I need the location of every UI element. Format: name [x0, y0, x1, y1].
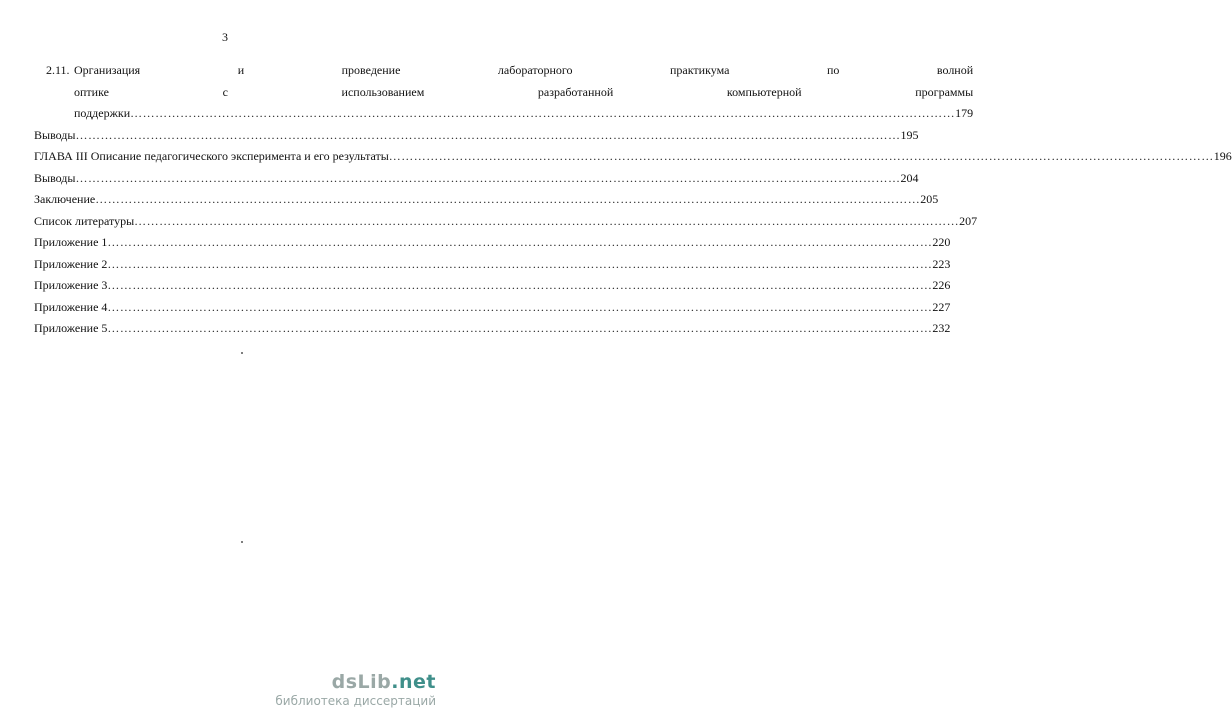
dot-leader	[107, 297, 932, 319]
toc-entry	[34, 254, 951, 276]
dot-leader	[134, 211, 959, 233]
watermark-tagline: библиотека диссертаций	[275, 694, 436, 708]
toc-entry-title: Приложение 1	[34, 235, 108, 249]
toc-entry	[34, 297, 951, 319]
page-ref: 195	[900, 127, 919, 142]
dot-leader	[107, 318, 932, 340]
toc-entry	[34, 211, 978, 233]
section-title-line-1: Организация и проведение лабораторного практикума по волной	[74, 63, 974, 77]
toc-entry-title: Приложение 4	[34, 299, 108, 314]
table-of-contents	[34, 60, 1232, 340]
page-number: 3	[222, 30, 228, 44]
toc-entry-title: Выводы	[34, 127, 76, 142]
page-ref: 196	[1213, 149, 1232, 163]
page-ref: 179	[955, 106, 974, 120]
section-number: 2.11.	[46, 63, 70, 77]
toc-entry	[34, 232, 951, 254]
section-title-last-line	[74, 103, 973, 125]
dot-leader	[107, 232, 932, 254]
toc-entry	[34, 189, 939, 211]
page-ref: 220	[932, 235, 951, 249]
page-ref: 227	[932, 299, 951, 314]
watermark-logo	[275, 671, 436, 693]
toc-entry-title: Выводы	[34, 170, 76, 185]
page-ref: 223	[932, 256, 951, 271]
toc-entry-title: Приложение 2	[34, 256, 108, 271]
section-title-line-3: поддержки	[74, 106, 131, 120]
page-ref: 207	[959, 213, 978, 228]
dot-leader	[95, 189, 920, 211]
page-ref: 232	[932, 321, 951, 335]
page-ref: 204	[900, 170, 919, 185]
toc-entry	[34, 146, 1232, 168]
page-ref: 205	[920, 192, 939, 206]
toc-entry-section-2-11	[34, 60, 974, 125]
section-title-line-2: оптике с использованием разработанной компьютерной программы	[74, 84, 974, 99]
dot-leader	[389, 146, 1214, 168]
watermark-logo-main: dsLib	[331, 671, 392, 693]
watermark-logo-tld: .net	[391, 671, 436, 693]
dot-leader	[75, 125, 900, 147]
toc-entry	[34, 275, 951, 297]
dot-leader	[130, 103, 955, 125]
toc-entry-title: Приложение 3	[34, 278, 108, 292]
toc-entry-title: ГЛАВА III Описание педагогического эксперимента и его результаты	[34, 149, 389, 163]
scan-speck	[241, 541, 243, 543]
toc-entry	[34, 168, 919, 190]
page-ref: 226	[932, 278, 951, 292]
watermark	[275, 671, 436, 708]
dot-leader	[107, 254, 932, 276]
dot-leader	[107, 275, 932, 297]
toc-entry-title: Приложение 5	[34, 321, 108, 335]
dot-leader	[75, 168, 900, 190]
section-title-block	[74, 60, 973, 125]
scan-speck	[241, 352, 243, 354]
toc-entry-title: Список литературы	[34, 213, 135, 228]
toc-entry-title: Заключение	[34, 192, 96, 206]
toc-entry	[34, 318, 951, 340]
toc-entry	[34, 125, 919, 147]
